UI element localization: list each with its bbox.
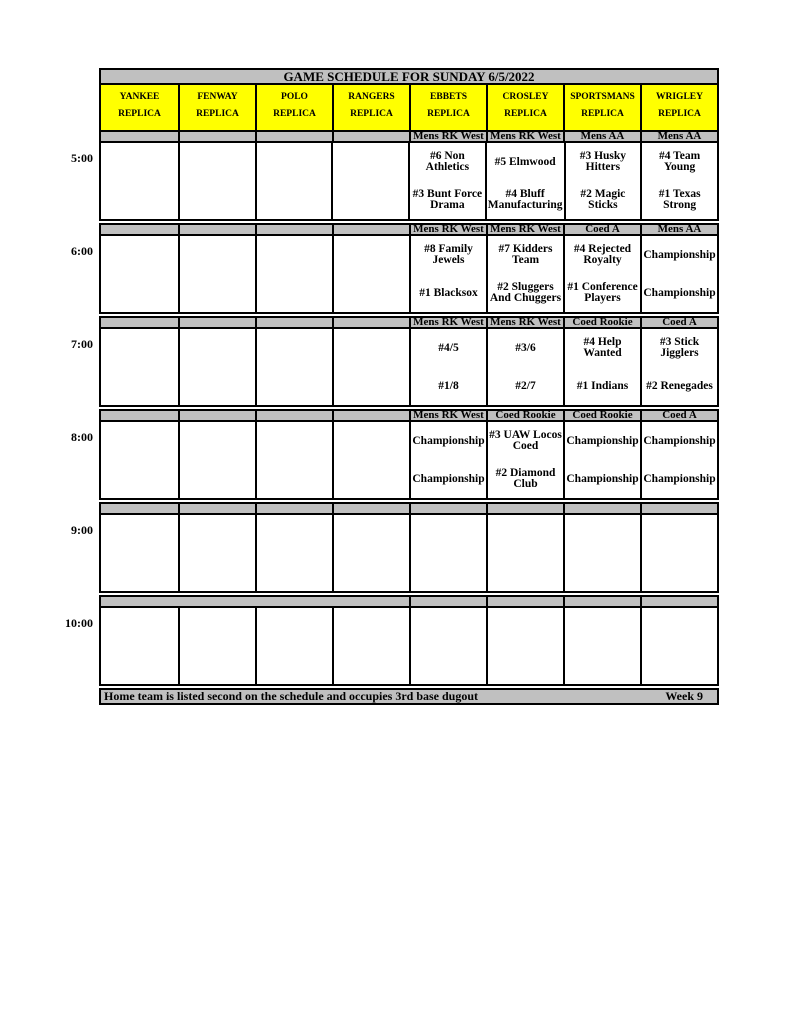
game-cell: [331, 143, 408, 219]
league-cell: [178, 225, 255, 234]
home-team: #1 Texas Strong: [658, 188, 701, 211]
league-cell: Mens RK West: [409, 225, 486, 234]
game-row: [99, 329, 719, 407]
home-team: #1/8: [438, 379, 459, 392]
league-cell: [332, 597, 409, 606]
field-header-cell: [640, 85, 717, 130]
game-cell: [563, 329, 640, 405]
league-cell: [178, 318, 255, 327]
time-label: 10:00: [65, 616, 93, 630]
away-team: #3/6: [515, 341, 536, 354]
game-cell: [640, 329, 717, 405]
game-cell: [332, 236, 409, 312]
field-sub: REPLICA: [658, 109, 701, 119]
game-cell: [101, 143, 178, 219]
game-row: [99, 143, 719, 221]
game-cell: [640, 422, 717, 498]
league-cell: Mens AA: [563, 132, 640, 141]
game-cell: [563, 608, 640, 684]
home-team: Championship: [643, 286, 716, 299]
league-cell: [332, 225, 409, 234]
home-team: #2/7: [515, 379, 536, 392]
field-name: FENWAY: [197, 92, 238, 102]
away-team: #4/5: [438, 341, 459, 354]
game-cell: [178, 329, 255, 405]
game-cell: [101, 422, 178, 498]
league-cell: [255, 411, 332, 420]
time-block: [71, 502, 719, 593]
field-name: RANGERS: [348, 92, 395, 102]
league-cell: Coed A: [563, 225, 640, 234]
time-label: 8:00: [71, 430, 93, 444]
game-cell: [486, 329, 563, 405]
league-cell: [178, 132, 255, 141]
game-cell: [486, 515, 563, 591]
game-cell: [563, 515, 640, 591]
game-cell: [255, 515, 332, 591]
game-cell: [255, 236, 332, 312]
away-team: Championship: [643, 248, 716, 261]
away-team: #3 Stick Jigglers: [659, 336, 700, 359]
time-block: [71, 223, 719, 314]
field-sub: REPLICA: [427, 109, 470, 119]
game-cell: [332, 422, 409, 498]
league-cell: [409, 504, 486, 513]
time-block: [71, 316, 719, 407]
game-cell: [332, 515, 409, 591]
league-cell: Coed Rookie: [486, 411, 563, 420]
game-cell: [332, 329, 409, 405]
away-team: #4 Rejected Royalty: [573, 243, 632, 266]
league-cell: [101, 504, 178, 513]
time-block: [71, 409, 719, 500]
field-sub: REPLICA: [196, 109, 239, 119]
home-team: #4 Bluff Manufacturing: [487, 188, 563, 211]
league-cell: [332, 318, 409, 327]
league-row: [99, 223, 719, 236]
time-block: [65, 595, 719, 686]
league-cell: [255, 225, 332, 234]
away-team: #4 Help Wanted: [583, 336, 622, 359]
league-cell: Coed A: [640, 411, 717, 420]
away-team: #7 Kidders Team: [498, 243, 553, 266]
game-cell: [101, 515, 178, 591]
league-cell: [178, 411, 255, 420]
league-cell: [332, 504, 409, 513]
league-cell: [101, 318, 178, 327]
game-cell: [640, 236, 717, 312]
league-cell: [101, 225, 178, 234]
field-header-cell: [486, 85, 563, 130]
league-cell: [486, 504, 563, 513]
time-label: 7:00: [71, 337, 93, 351]
game-row: [99, 515, 719, 593]
away-team: #3 UAW Locos Coed: [489, 429, 562, 452]
game-cell: [485, 143, 564, 219]
game-cell: [409, 236, 486, 312]
field-sub: REPLICA: [350, 109, 393, 119]
home-team: #2 Renegades: [646, 379, 713, 392]
game-cell: [486, 422, 563, 498]
league-cell: [101, 132, 178, 141]
game-cell: [178, 143, 255, 219]
home-team: Championship: [566, 472, 639, 485]
away-team: #3 Husky Hitters: [579, 150, 627, 173]
field-header-cell: [255, 85, 332, 130]
field-sub: REPLICA: [581, 109, 624, 119]
game-cell: [564, 143, 641, 219]
blocks-container: [65, 130, 719, 686]
field-name: SPORTSMANS: [570, 92, 635, 102]
league-cell: [486, 597, 563, 606]
league-cell: [563, 597, 640, 606]
field-name: WRIGLEY: [656, 92, 703, 102]
field-header-cell: [563, 85, 640, 130]
game-cell: [178, 515, 255, 591]
game-cell: [409, 329, 486, 405]
field-name: POLO: [281, 92, 308, 102]
away-team: #8 Family Jewels: [424, 243, 473, 266]
time-label: 9:00: [71, 523, 93, 537]
home-team: Championship: [643, 472, 716, 485]
away-team: #6 Non Athletics: [425, 150, 470, 173]
game-cell: [486, 608, 563, 684]
game-cell: [255, 143, 332, 219]
field-sub: REPLICA: [118, 109, 161, 119]
away-team: Championship: [566, 434, 639, 447]
week-label: Week 9: [665, 689, 703, 703]
game-cell: [332, 608, 409, 684]
league-cell: [255, 318, 332, 327]
schedule-table: [65, 68, 719, 705]
league-cell: [332, 411, 409, 420]
game-cell: [255, 608, 332, 684]
field-header-cell: [101, 85, 178, 130]
field-header-cell: [178, 85, 255, 130]
game-cell: [178, 422, 255, 498]
game-cell: [563, 236, 640, 312]
game-row: [99, 608, 719, 686]
league-row: [99, 595, 719, 608]
league-row: [99, 130, 719, 143]
home-team: #1 Conference Players: [567, 281, 638, 304]
game-cell: [409, 608, 486, 684]
field-header-cell: [409, 85, 486, 130]
time-label: 5:00: [71, 151, 93, 165]
footer-row: [99, 688, 719, 705]
league-cell: [101, 411, 178, 420]
time-label: 6:00: [71, 244, 93, 258]
time-block: [71, 130, 719, 221]
league-cell: [101, 597, 178, 606]
game-cell: [255, 422, 332, 498]
game-cell: [178, 236, 255, 312]
game-cell: [640, 515, 717, 591]
field-header-row: [99, 85, 719, 130]
game-cell: [255, 329, 332, 405]
away-team: #4 Team Young: [659, 150, 701, 173]
game-cell: [178, 608, 255, 684]
league-cell: [255, 504, 332, 513]
league-cell: Coed Rookie: [563, 318, 640, 327]
league-row: [99, 502, 719, 515]
away-team: Championship: [412, 434, 485, 447]
game-cell: [408, 143, 485, 219]
league-cell: Mens RK West: [486, 225, 563, 234]
game-cell: [563, 422, 640, 498]
league-cell: Mens RK West: [409, 132, 486, 141]
game-cell: [640, 143, 717, 219]
league-row: [99, 409, 719, 422]
league-cell: Mens RK West: [486, 318, 563, 327]
home-team: #2 Diamond Club: [495, 467, 556, 490]
league-cell: Coed Rookie: [563, 411, 640, 420]
home-team: #1 Blacksox: [419, 286, 478, 299]
league-cell: Mens RK West: [409, 411, 486, 420]
game-cell: [409, 515, 486, 591]
league-cell: [255, 132, 332, 141]
field-name: YANKEE: [119, 92, 160, 102]
game-cell: [101, 608, 178, 684]
home-team: #3 Bunt Force Drama: [412, 188, 483, 211]
league-cell: [255, 597, 332, 606]
league-cell: Mens AA: [640, 132, 717, 141]
game-row: [99, 236, 719, 314]
league-cell: Coed A: [640, 318, 717, 327]
home-team: #2 Sluggers And Chuggers: [489, 281, 562, 304]
league-cell: [640, 504, 717, 513]
league-row: [99, 316, 719, 329]
game-cell: [101, 236, 178, 312]
league-cell: Mens AA: [640, 225, 717, 234]
league-cell: [640, 597, 717, 606]
away-team: Championship: [643, 434, 716, 447]
game-cell: [486, 236, 563, 312]
away-team: #5 Elmwood: [494, 155, 556, 168]
league-cell: [563, 504, 640, 513]
game-row: [99, 422, 719, 500]
home-team: Championship: [412, 472, 485, 485]
league-cell: Mens RK West: [486, 132, 563, 141]
field-name: CROSLEY: [502, 92, 549, 102]
game-cell: [640, 608, 717, 684]
schedule-title: GAME SCHEDULE FOR SUNDAY 6/5/2022: [99, 68, 719, 85]
league-cell: [409, 597, 486, 606]
field-header-cell: [332, 85, 409, 130]
game-cell: [101, 329, 178, 405]
field-sub: REPLICA: [504, 109, 547, 119]
league-cell: [178, 504, 255, 513]
field-sub: REPLICA: [273, 109, 316, 119]
league-cell: [332, 132, 409, 141]
league-cell: Mens RK West: [409, 318, 486, 327]
game-cell: [409, 422, 486, 498]
field-name: EBBETS: [430, 92, 467, 102]
home-team: #2 Magic Sticks: [580, 188, 626, 211]
footer-note: Home team is listed second on the schedule and occupies 3rd base dugout: [104, 689, 479, 703]
home-team: #1 Indians: [576, 379, 629, 392]
league-cell: [178, 597, 255, 606]
